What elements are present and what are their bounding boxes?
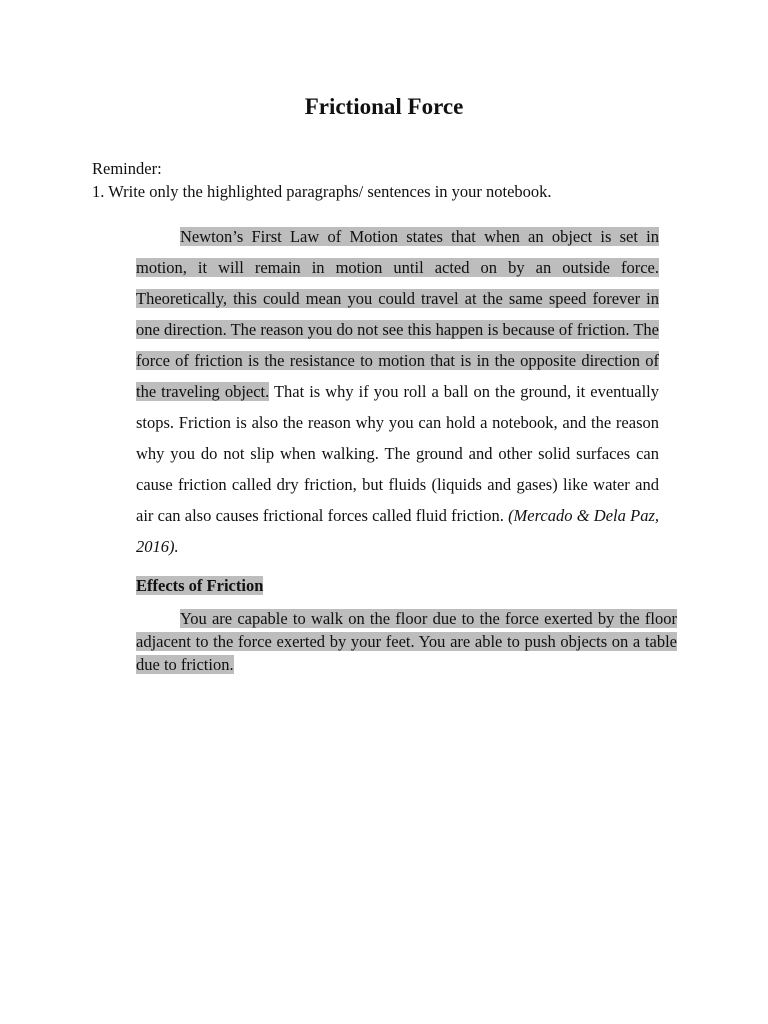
section-heading [136, 575, 263, 597]
plain-text: That is why if you roll a ball on the ground, it eventually stops. Friction is also the reason why you can hold a notebook, and the reason why you do not slip when walking. The ground and other solid surfaces can cause friction called dry friction, but fluids (liquids and gases) like water and air can also causes frictional forces called fluid friction. [136, 382, 659, 525]
reminder-block [92, 157, 692, 203]
highlighted-text: Newton’s First Law of Motion states that when an object is set in motion, it will remain in motion until acted on by an outside force. Theoretically, this could mean you could travel at the same speed forever in one direction. The reason you do not see this happen is because of friction. The force of friction is the resistance to motion that is in the opposite direction of the traveling object. [136, 227, 659, 401]
citation: (Mercado & Dela Paz, 2016). [136, 506, 659, 556]
reminder-heading: Reminder: [92, 159, 162, 178]
section-heading-text: Effects of Friction [136, 576, 264, 595]
page-title: Frictional Force [304, 94, 464, 119]
paragraph-effects-of-friction [136, 607, 677, 676]
paragraph-newtons-law [136, 221, 659, 562]
highlighted-text: You are capable to walk on the floor due to the force exerted by the floor adjacent to the force exerted by your feet. You are able to push objects on a table due to friction. [136, 609, 677, 674]
reminder-item: 1. Write only the highlighted paragraphs/ sentences in your notebook. [92, 182, 552, 201]
